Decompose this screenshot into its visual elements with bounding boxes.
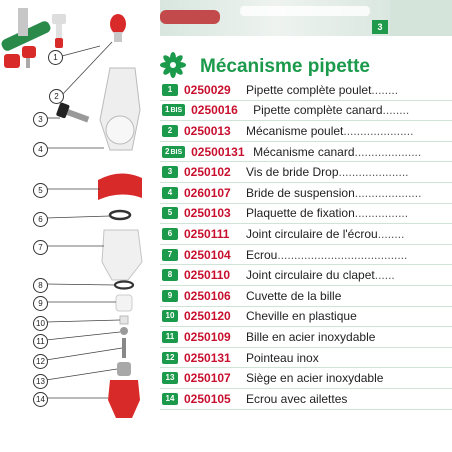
part-number: 1	[165, 105, 170, 115]
exploded-diagram	[0, 0, 150, 430]
title-row	[160, 52, 452, 80]
parts-row	[160, 265, 452, 286]
part-label: Pipette complète canard	[253, 103, 383, 118]
part-number-badge	[162, 249, 178, 261]
part-code: 0250109	[184, 329, 231, 344]
part-number: 11	[165, 331, 175, 341]
part-description	[246, 309, 452, 323]
callout-8: 8	[33, 278, 48, 293]
callout-3: 3	[33, 112, 48, 127]
part-number-badge	[162, 104, 185, 116]
part-description	[246, 351, 452, 365]
part-number-badge	[162, 372, 178, 384]
part-code: 0250013	[184, 123, 231, 138]
part-code: 0260107	[184, 185, 231, 200]
part-number-badge	[162, 290, 178, 302]
part-description	[246, 289, 452, 303]
part-label: Pipette complète poulet	[246, 82, 372, 97]
part-code: 0250016	[191, 103, 238, 118]
part-number: 8	[167, 270, 173, 280]
parts-row	[160, 286, 452, 307]
part-number: 12	[165, 352, 175, 362]
part-description	[246, 83, 452, 97]
part-number-badge	[162, 228, 178, 240]
callout-11: 11	[33, 334, 48, 349]
parts-row	[160, 389, 452, 410]
part-number: 10	[165, 311, 175, 321]
part-description	[246, 330, 452, 344]
part-number: 2	[167, 125, 173, 135]
part-code: 0250029	[184, 82, 231, 97]
part-code: 0250102	[184, 165, 231, 180]
parts-row	[160, 121, 452, 142]
part-description	[246, 248, 452, 262]
part-number: 4	[167, 187, 173, 197]
part-number: 9	[167, 290, 173, 300]
part-number-badge	[162, 352, 178, 364]
part-label: Ecrou	[246, 247, 278, 262]
parts-row	[160, 204, 452, 225]
part-label: Cuvette de la bille	[246, 288, 342, 303]
part-code: 0250131	[184, 350, 231, 365]
leader-dots: .......................................	[277, 247, 408, 262]
part-number-badge	[162, 393, 178, 405]
part-number: 1	[167, 84, 173, 94]
part-code: 0250120	[184, 309, 231, 324]
bis-suffix: BIS	[170, 107, 183, 115]
part-description	[246, 124, 452, 138]
header-photo	[160, 0, 452, 36]
leader-dots: ....................	[354, 185, 422, 200]
part-label: Ecrou avec ailettes	[246, 391, 348, 406]
callout-4: 4	[33, 142, 48, 157]
parts-row	[160, 307, 452, 328]
leader-dots: .....................	[343, 123, 414, 138]
part-code: 0250106	[184, 288, 231, 303]
part-number: 7	[167, 249, 173, 259]
part-description	[246, 186, 452, 200]
callout-7: 7	[33, 240, 48, 255]
part-code: 0250105	[184, 391, 231, 406]
part-number-badge	[162, 207, 178, 219]
leader-dots: ......	[374, 268, 395, 283]
callout-5: 5	[33, 183, 48, 198]
part-label: Mécanisme poulet	[246, 123, 344, 138]
part-number-badge	[162, 166, 178, 178]
part-code: 0250110	[184, 268, 231, 283]
part-number: 14	[165, 393, 175, 403]
part-label: Joint circulaire du clapet	[246, 268, 375, 283]
parts-row	[160, 80, 452, 101]
part-number: 3	[167, 167, 173, 177]
part-code: 0250104	[184, 247, 231, 262]
part-number-badge	[162, 84, 178, 96]
parts-row	[160, 224, 452, 245]
part-number: 6	[167, 228, 173, 238]
leader-dots: ....................	[354, 144, 422, 159]
part-label: Bille en acier inoxydable	[246, 329, 376, 344]
parts-row	[160, 348, 452, 369]
parts-list	[160, 80, 452, 410]
part-description	[246, 227, 452, 241]
part-description	[246, 206, 452, 220]
part-number: 5	[167, 208, 173, 218]
part-label: Plaquette de fixation	[246, 206, 355, 221]
part-code: 0250107	[184, 371, 231, 386]
brand-flower-icon	[160, 52, 186, 78]
bracket-icon	[18, 8, 28, 36]
part-label: Pointeau inox	[246, 350, 319, 365]
part-description	[246, 371, 452, 385]
parts-row	[160, 142, 452, 163]
part-number: 2	[165, 146, 170, 156]
leader-dots: ........	[371, 82, 399, 97]
callout-12: 12	[33, 354, 48, 369]
part-label: Bride de suspension	[246, 185, 355, 200]
part-label: Cheville en plastique	[246, 309, 357, 324]
section-tag: 3	[372, 20, 388, 34]
page-title: Mécanisme pipette	[200, 56, 370, 77]
part-label: Mécanisme canard	[253, 144, 355, 159]
part-description	[253, 103, 452, 117]
bis-suffix: BIS	[170, 148, 183, 156]
leader-dots: ........	[382, 103, 410, 118]
parts-row	[160, 183, 452, 204]
part-code: 0250111	[184, 226, 230, 241]
part-description	[253, 145, 452, 159]
callout-9: 9	[33, 296, 48, 311]
diagram-graphics	[0, 0, 150, 430]
callout-14: 14	[33, 392, 48, 407]
part-code: 0250103	[184, 206, 231, 221]
part-label: Joint circulaire de l'écrou	[246, 226, 378, 241]
parts-row	[160, 245, 452, 266]
leader-dots: ........	[377, 226, 405, 241]
parts-row	[160, 327, 452, 348]
leader-dots: .....................	[338, 165, 409, 180]
callout-13: 13	[33, 374, 48, 389]
parts-row	[160, 162, 452, 183]
part-number-badge	[162, 269, 178, 281]
part-description	[246, 392, 452, 406]
parts-row	[160, 101, 452, 122]
part-number: 13	[165, 373, 175, 383]
part-label: Siège en acier inoxydable	[246, 371, 384, 386]
part-number-badge	[162, 331, 178, 343]
part-label: Vis de bride Drop	[246, 165, 339, 180]
part-number-badge	[162, 187, 178, 199]
part-number-badge	[162, 146, 185, 158]
part-number-badge	[162, 125, 178, 137]
leader-dots: ................	[354, 206, 409, 221]
product-photo-icon	[160, 0, 452, 36]
callout-1: 1	[48, 50, 63, 65]
part-code: 02500131	[191, 144, 245, 159]
part-description	[246, 268, 452, 282]
part-description	[246, 165, 452, 179]
parts-row	[160, 368, 452, 389]
callout-6: 6	[33, 212, 48, 227]
part-number-badge	[162, 310, 178, 322]
callout-10: 10	[33, 316, 48, 331]
callout-2: 2	[49, 89, 64, 104]
